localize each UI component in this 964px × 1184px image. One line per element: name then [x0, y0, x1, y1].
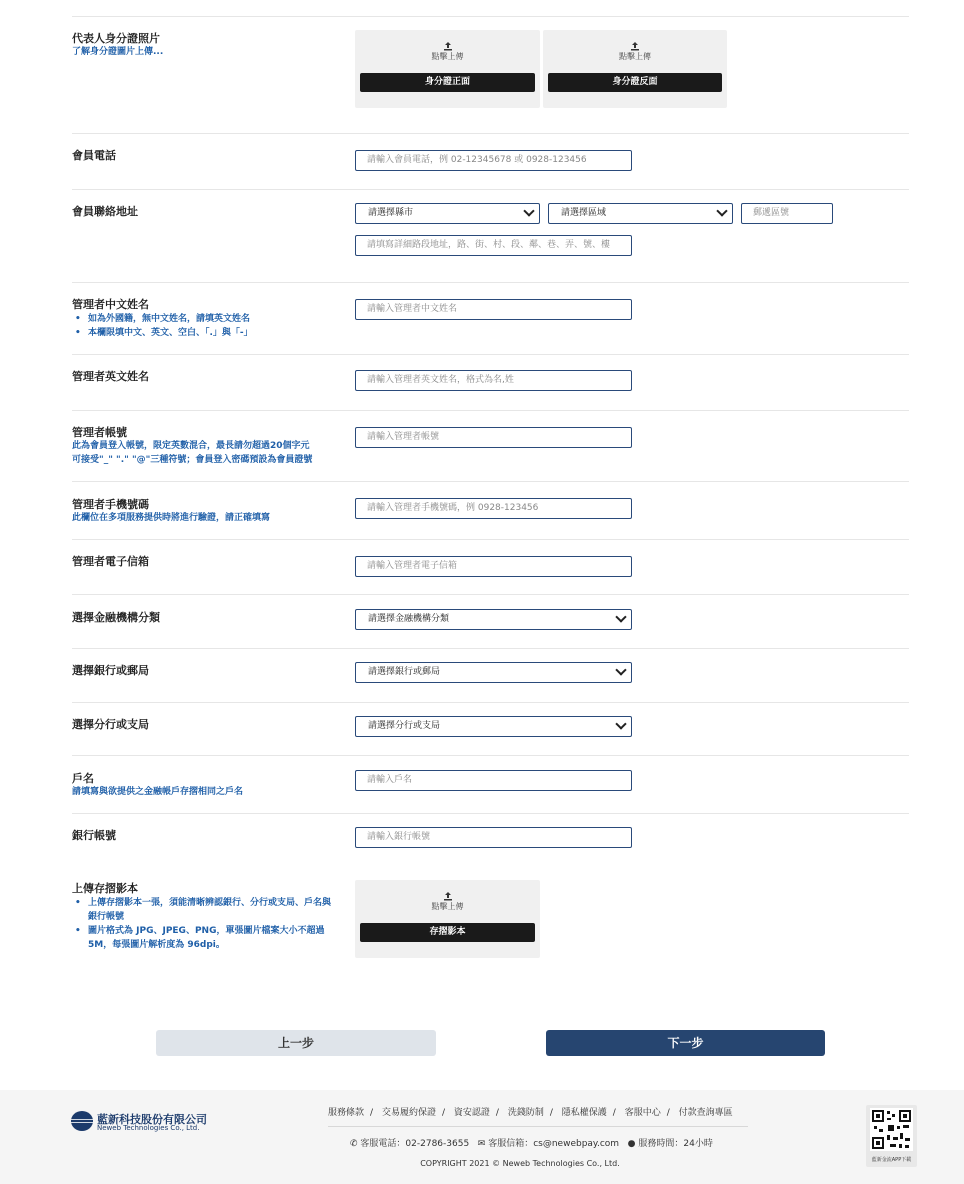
chat-icon: ● [627, 1139, 636, 1149]
fin-category-value: 請選擇金融機構分類 [368, 614, 450, 624]
divider [72, 354, 909, 355]
admin-mobile-input[interactable]: 請輸入管理者手機號碼，例 0928-123456 [355, 498, 632, 519]
footer-copyright: COPYRIGHT 2021 © Neweb Technologies Co., Ltd. [420, 1159, 620, 1168]
footer-links: 服務條款 / 交易履約保證 / 資安認證 / 洗錢防制 / 隱私權保護 / 客服中心 / 付款查詢專區 [328, 1108, 733, 1118]
passbook-note: 5M，每張圖片解析度為 96dpi。 [88, 940, 225, 950]
upload-hint: 點擊上傳 [619, 52, 651, 61]
company-name-cn: 藍新科技股份有限公司 [97, 1113, 207, 1126]
footer-link[interactable]: 洗錢防制 [507, 1108, 544, 1118]
city-select[interactable] [355, 203, 540, 224]
admin-cn-name-label: 管理者中文姓名 [72, 298, 149, 311]
member-phone-input[interactable]: 請輸入會員電話，例 02-12345678 或 0928-123456 [355, 150, 632, 171]
admin-cn-name-input[interactable]: 請輸入管理者中文姓名 [355, 299, 632, 320]
id-back-button[interactable]: 身分證反面 [548, 73, 722, 92]
bank-select-value: 請選擇銀行或郵局 [368, 667, 441, 677]
zip-input[interactable]: 郵遞區號 [741, 203, 833, 224]
footer-email: 客服信箱：cs@newebpay.com [488, 1139, 620, 1149]
chevron-down-icon [523, 205, 534, 216]
id-front-button[interactable]: 身分證正面 [360, 73, 535, 92]
member-address-label: 會員聯絡地址 [72, 205, 138, 218]
phone-icon: ✆ [350, 1139, 358, 1149]
account-name-label: 戶名 [72, 772, 94, 785]
upload-icon [630, 41, 640, 51]
upload-hint: 點擊上傳 [431, 902, 464, 911]
bank-account-input[interactable]: 請輸入銀行帳號 [355, 827, 632, 848]
bank-select[interactable] [355, 662, 632, 683]
passbook-note: • 上傳存摺影本一張，須能清晰辨認銀行、分行或支局、戶名與 [75, 898, 332, 908]
account-name-input[interactable]: 請輸入戶名 [355, 770, 632, 791]
admin-account-note: 可接受"_" "." "@"三種符號；會員登入密碼預設為會員證號 [72, 455, 313, 465]
district-select[interactable] [548, 203, 733, 224]
footer-link[interactable]: 服務條款 [328, 1108, 365, 1118]
divider [72, 16, 909, 17]
admin-en-name-label: 管理者英文姓名 [72, 370, 149, 383]
branch-select-value: 請選擇分行或支局 [368, 721, 441, 731]
admin-mobile-note: 此欄位在多項服務提供時將進行驗證，請正確填寫 [72, 513, 271, 523]
fin-category-select[interactable] [355, 609, 632, 630]
neweb-logo-icon [70, 1110, 94, 1132]
admin-account-label: 管理者帳號 [72, 426, 127, 439]
passbook-note: 銀行帳號 [88, 912, 125, 922]
admin-email-input[interactable]: 請輸入管理者電子信箱 [355, 556, 632, 577]
footer-link[interactable]: 交易履約保證 [381, 1108, 436, 1118]
id-photo-help-link[interactable]: 了解身分證圖片上傳... [72, 47, 164, 57]
city-select-value: 請選擇縣市 [368, 208, 414, 218]
chevron-down-icon [615, 718, 626, 729]
app-qr-block[interactable] [866, 1105, 917, 1167]
footer-phone: 客服電話：02-2786-3655 [360, 1139, 470, 1149]
divider [72, 133, 909, 134]
divider [72, 648, 909, 649]
upload-icon [443, 41, 453, 51]
passbook-button[interactable]: 存摺影本 [360, 923, 535, 942]
chevron-down-icon [615, 611, 626, 622]
branch-select[interactable] [355, 716, 632, 737]
divider [72, 594, 909, 595]
footer-link[interactable]: 付款查詢專區 [678, 1108, 733, 1118]
next-step-button[interactable]: 下一步 [546, 1030, 825, 1056]
divider [72, 813, 909, 814]
chevron-down-icon [716, 205, 727, 216]
footer-link[interactable]: 隱私權保護 [561, 1108, 607, 1118]
divider [72, 539, 909, 540]
divider [72, 282, 909, 283]
upload-hint: 點擊上傳 [431, 52, 464, 61]
divider [72, 481, 909, 482]
company-logo [70, 1110, 94, 1132]
prev-step-button[interactable]: 上一步 [156, 1030, 436, 1056]
branch-label: 選擇分行或支局 [72, 718, 149, 731]
district-select-value: 請選擇區域 [561, 208, 607, 218]
footer-link[interactable]: 資安認證 [453, 1108, 490, 1118]
member-phone-label: 會員電話 [72, 149, 116, 162]
admin-cn-name-note: • 如為外國籍，無中文姓名，請填英文姓名 [75, 314, 251, 324]
fin-category-label: 選擇金融機構分類 [72, 611, 160, 624]
company-name-en: Neweb Technologies Co., Ltd. [97, 1124, 200, 1132]
bank-label: 選擇銀行或郵局 [72, 664, 149, 677]
address-detail-input[interactable]: 請填寫詳細路段地址，路、街、村、段、鄰、巷、弄、號、樓 [355, 235, 632, 256]
admin-mobile-label: 管理者手機號碼 [72, 498, 149, 511]
passbook-upload[interactable] [355, 880, 540, 958]
admin-email-label: 管理者電子信箱 [72, 555, 149, 568]
bank-account-label: 銀行帳號 [72, 829, 116, 842]
divider [72, 410, 909, 411]
divider [72, 702, 909, 703]
id-back-upload[interactable] [543, 30, 727, 108]
footer-divider [328, 1126, 748, 1127]
passbook-label: 上傳存摺影本 [72, 882, 138, 895]
admin-en-name-input[interactable]: 請輸入管理者英文姓名，格式為名,姓 [355, 370, 632, 391]
id-photo-label: 代表人身分證照片 [72, 32, 160, 45]
footer-hours: 服務時間：24小時 [638, 1139, 713, 1149]
upload-icon [443, 891, 453, 901]
qr-code-icon [870, 1108, 913, 1151]
admin-account-note: 此為會員登入帳號，限定英數混合，最長請勿超過20個字元 [72, 441, 310, 451]
account-name-note: 請填寫與欲提供之金融帳戶存摺相同之戶名 [72, 787, 244, 797]
footer-contact [350, 1136, 713, 1149]
qr-caption: 藍新金流APP下載 [871, 1157, 912, 1163]
admin-account-input[interactable]: 請輸入管理者帳號 [355, 427, 632, 448]
chevron-down-icon [615, 664, 626, 675]
divider [72, 189, 909, 190]
id-front-upload[interactable] [355, 30, 540, 108]
footer-link[interactable]: 客服中心 [624, 1108, 661, 1118]
divider [72, 755, 909, 756]
passbook-note: • 圖片格式為 JPG、JPEG、PNG，單張圖片檔案大小不超過 [75, 926, 325, 936]
admin-cn-name-note: • 本欄限填中文、英文、空白、「.」與「-」 [75, 328, 253, 338]
mail-icon: ✉ [477, 1139, 486, 1149]
